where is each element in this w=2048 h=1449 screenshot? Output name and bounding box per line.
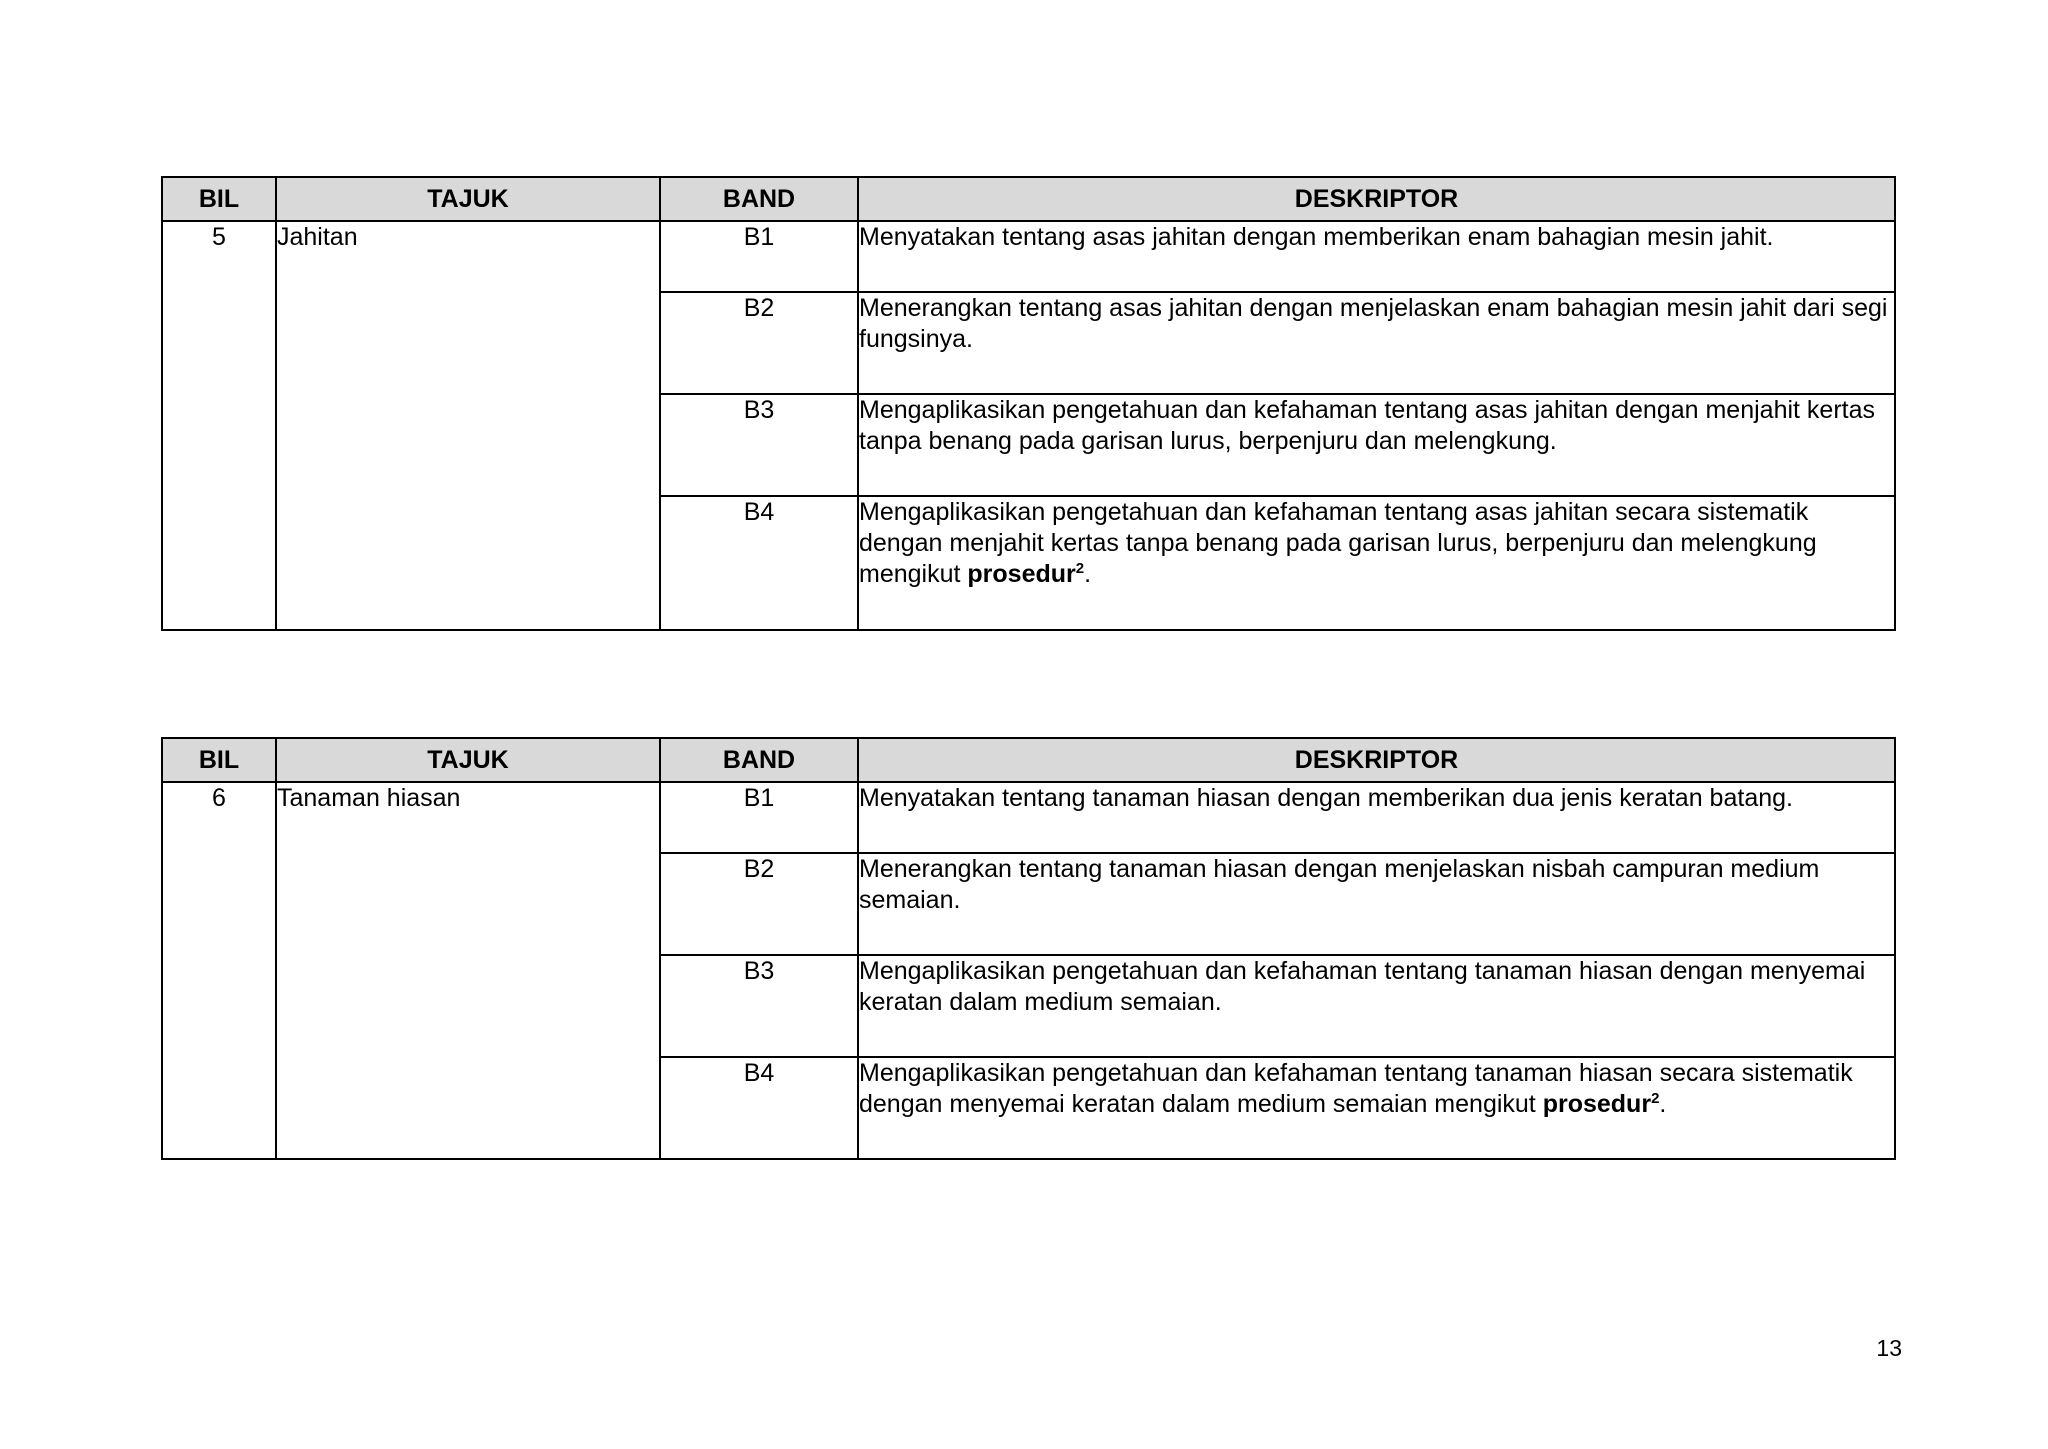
- band-cell: B3: [660, 394, 858, 496]
- tajuk-cell: Tanaman hiasan: [276, 782, 660, 1159]
- header-band: BAND: [660, 738, 858, 782]
- descriptor-cell: Mengaplikasikan pengetahuan dan kefahaman tentang tanaman hiasan dengan menyemai keratan dalam medium semaian.: [858, 955, 1895, 1057]
- band-cell: B2: [660, 853, 858, 955]
- header-band: BAND: [660, 177, 858, 221]
- page-number: 13: [1876, 1335, 1902, 1361]
- descriptor-cell: Menyatakan tentang asas jahitan dengan memberikan enam bahagian mesin jahit.: [858, 221, 1895, 292]
- band-cell: B1: [660, 221, 858, 292]
- descriptor-cell: Mengaplikasikan pengetahuan dan kefahaman tentang asas jahitan secara sistematik dengan menjahit kertas tanpa benang pada garisan lurus, berpenjuru dan melengkung mengikut prosedur$^2$.: [858, 496, 1895, 630]
- descriptor-cell: Menerangkan tentang asas jahitan dengan menjelaskan enam bahagian mesin jahit dari segi fungsinya.: [858, 292, 1895, 394]
- band-table-tanaman-hiasan: [161, 737, 1896, 1160]
- header-deskriptor: DESKRIPTOR: [858, 738, 1895, 782]
- header-bil: BIL: [162, 177, 276, 221]
- descriptor-cell: Menyatakan tentang tanaman hiasan dengan memberikan dua jenis keratan batang.: [858, 782, 1895, 853]
- header-tajuk: TAJUK: [276, 738, 660, 782]
- band-cell: B1: [660, 782, 858, 853]
- header-tajuk: TAJUK: [276, 177, 660, 221]
- descriptor-text: Mengaplikasikan pengetahuan dan kefahaman tentang tanaman hiasan secara sistematik dengan menyemai keratan dalam medium semaian mengikut: [859, 1059, 1853, 1118]
- header-bil: BIL: [162, 738, 276, 782]
- prosedur-term: prosedur$^2$: [967, 560, 1085, 588]
- header-deskriptor: DESKRIPTOR: [858, 177, 1895, 221]
- descriptor-text: Mengaplikasikan pengetahuan dan kefahaman tentang asas jahitan secara sistematik dengan menjahit kertas tanpa benang pada garisan lurus, berpenjuru dan melengkung mengikut: [859, 498, 1817, 588]
- table-header-row: [162, 177, 1895, 221]
- prosedur-term: prosedur$^2$: [1542, 1090, 1660, 1118]
- band-table-jahitan: [161, 176, 1896, 631]
- bil-cell: 6: [162, 782, 276, 1159]
- table-header-row: [162, 738, 1895, 782]
- descriptor-cell: Menerangkan tentang tanaman hiasan dengan menjelaskan nisbah campuran medium semaian.: [858, 853, 1895, 955]
- descriptor-cell: Mengaplikasikan pengetahuan dan kefahaman tentang tanaman hiasan secara sistematik dengan menyemai keratan dalam medium semaian mengikut prosedur$^2$.: [858, 1057, 1895, 1159]
- footnote-ref: 2: [1651, 1090, 1660, 1107]
- bil-cell: 5: [162, 221, 276, 630]
- tajuk-cell: Jahitan: [276, 221, 660, 630]
- band-cell: B4: [660, 1057, 858, 1159]
- table-row: [162, 221, 1895, 292]
- band-cell: B2: [660, 292, 858, 394]
- footnote-ref: 2: [1075, 560, 1085, 577]
- descriptor-cell: Mengaplikasikan pengetahuan dan kefahaman tentang asas jahitan dengan menjahit kertas tanpa benang pada garisan lurus, berpenjuru dan melengkung.: [858, 394, 1895, 496]
- band-cell: B4: [660, 496, 858, 630]
- table-row: [162, 782, 1895, 853]
- band-cell: B3: [660, 955, 858, 1057]
